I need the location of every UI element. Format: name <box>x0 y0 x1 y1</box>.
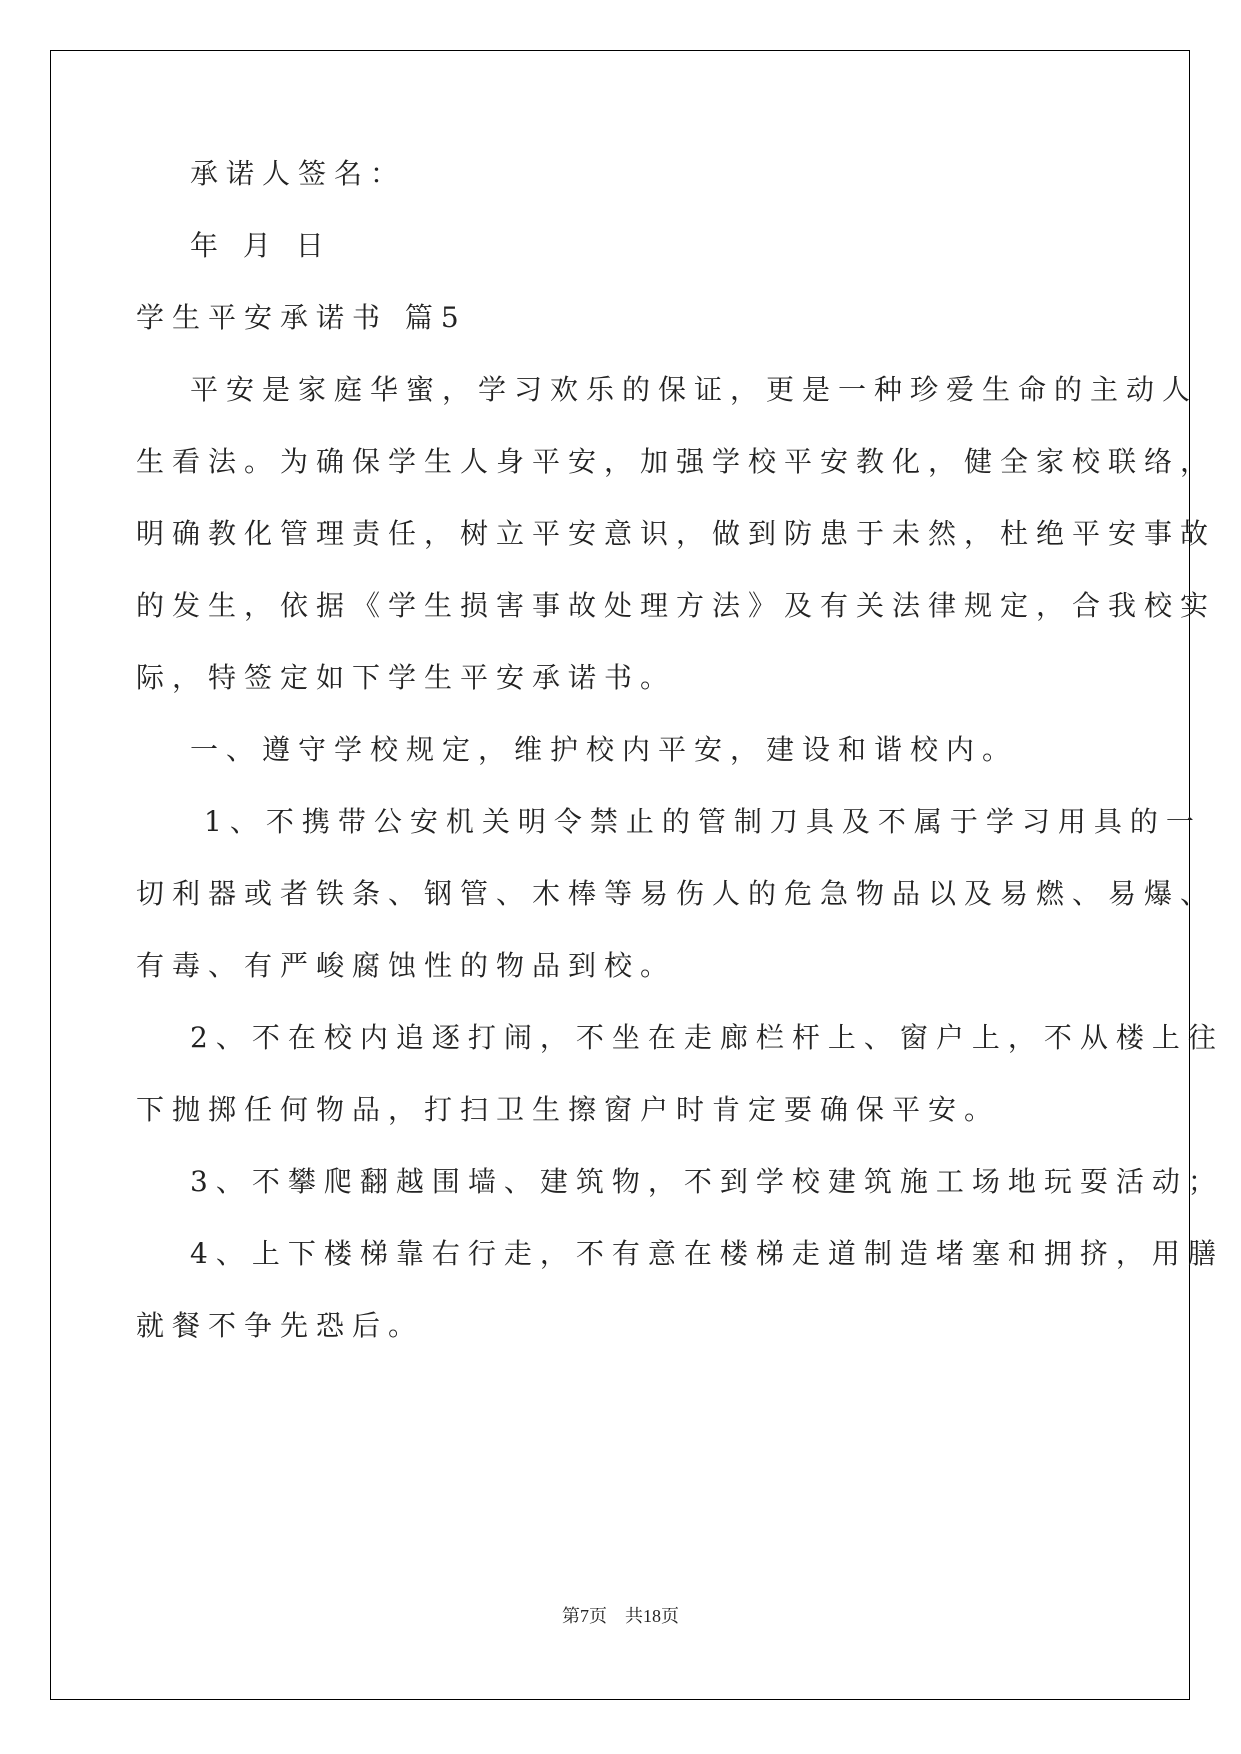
page-border <box>50 50 1190 1700</box>
signature-label: 承诺人签名： <box>190 157 407 190</box>
paragraph-line: 生看法。为确保学生人身平安，加强学校平安教化，健全家校联络， <box>136 445 1217 478</box>
rule-item-4: 4、上下楼梯靠右行走，不有意在楼梯走道制造堵塞和拥挤，用膳 <box>190 1237 1224 1270</box>
rule-item-4-cont: 就餐不争先恐后。 <box>136 1309 425 1342</box>
paragraph-line: 际，特签定如下学生平安承诺书。 <box>136 661 677 694</box>
rule-item-1: 1、不携带公安机关明令禁止的管制刀具及不属于学习用具的一 <box>204 805 1202 838</box>
paragraph-line: 平安是家庭华蜜，学习欢乐的保证，更是一种珍爱生命的主动人 <box>190 373 1199 406</box>
page-number-footer: 第7页 共18页 <box>562 1606 679 1626</box>
rule-item-2-cont: 下抛掷任何物品，打扫卫生擦窗户时肯定要确保平安。 <box>136 1093 1001 1126</box>
rule-heading: 一、遵守学校规定，维护校内平安，建设和谐校内。 <box>190 733 1019 766</box>
rule-item-2: 2、不在校内追逐打闹，不坐在走廊栏杆上、窗户上，不从楼上往 <box>190 1021 1224 1054</box>
rule-item-1-cont: 切利器或者铁条、钢管、木棒等易伤人的危急物品以及易燃、易爆、 <box>136 877 1217 910</box>
section-heading: 学生平安承诺书 篇5 <box>136 301 467 334</box>
rule-item-1-cont: 有毒、有严峻腐蚀性的物品到校。 <box>136 949 677 982</box>
paragraph-line: 明确教化管理责任，树立平安意识，做到防患于未然，杜绝平安事故 <box>136 517 1217 550</box>
date-line: 年 月 日 <box>190 229 332 262</box>
rule-item-3: 3、不攀爬翻越围墙、建筑物，不到学校建筑施工场地玩耍活动； <box>190 1165 1224 1198</box>
paragraph-line: 的发生，依据《学生损害事故处理方法》及有关法律规定，合我校实 <box>136 589 1217 622</box>
